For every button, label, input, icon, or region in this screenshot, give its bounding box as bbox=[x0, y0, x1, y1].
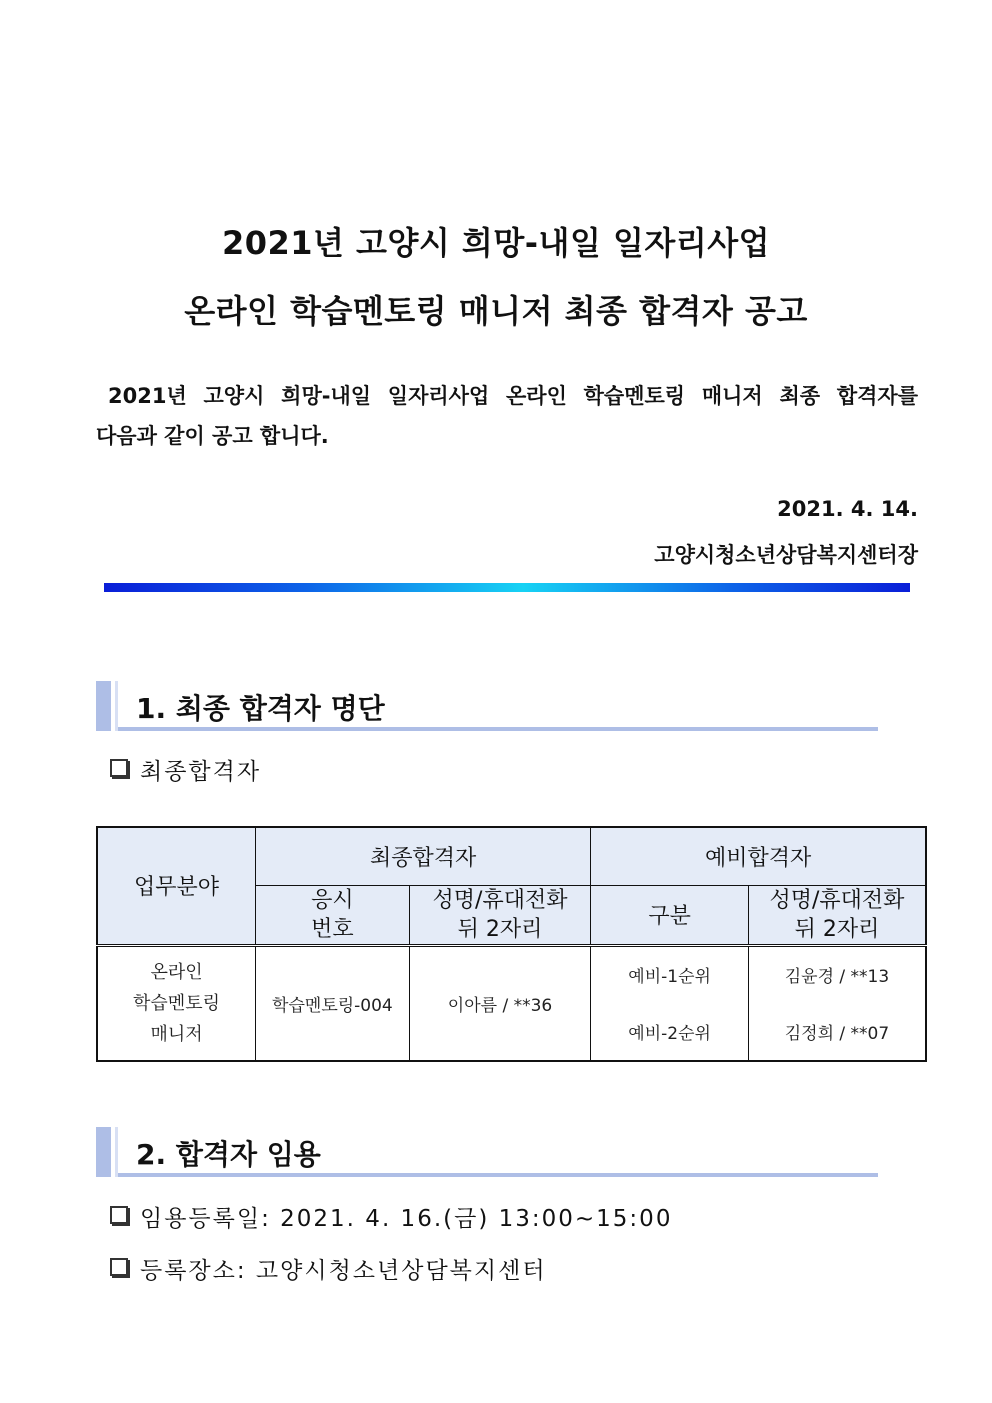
checkbox-bullet-icon bbox=[110, 1258, 128, 1276]
section-heading-1 bbox=[96, 681, 878, 731]
announcement-date: 2021. 4. 14. bbox=[777, 497, 918, 521]
header-exam-number: 응시 번호 bbox=[256, 885, 410, 945]
header-final: 최종합격자 bbox=[256, 827, 591, 885]
checkbox-bullet-icon bbox=[110, 1206, 128, 1224]
checkbox-bullet-icon bbox=[110, 759, 128, 777]
gradient-divider bbox=[104, 583, 910, 592]
bullet-final-passers bbox=[110, 753, 261, 786]
section-underline bbox=[118, 1173, 878, 1177]
cell-reserve-rank-1: 예비-1순위 bbox=[591, 945, 749, 1003]
section-heading-2 bbox=[96, 1127, 878, 1177]
header-name-phone-reserve: 성명/휴대전화 뒤 2자리 bbox=[748, 885, 926, 945]
bullet-registration-place bbox=[110, 1252, 547, 1285]
header-reserve: 예비합격자 bbox=[591, 827, 926, 885]
cell-reserve-rank-2: 예비-2순위 bbox=[591, 1003, 749, 1061]
section-marker bbox=[96, 1127, 111, 1177]
section-marker bbox=[96, 681, 111, 731]
cell-final-person: 이아름 / **36 bbox=[409, 945, 591, 1061]
issuing-organization: 고양시청소년상담복지센터장 bbox=[654, 543, 918, 567]
header-name-phone: 성명/휴대전화 뒤 2자리 bbox=[409, 885, 591, 945]
bullet-appointment-date bbox=[110, 1200, 672, 1233]
bullet-text: 등록장소: 고양시청소년상담복지센터 bbox=[140, 1258, 547, 1284]
cell-reserve-person-1: 김윤경 / **13 bbox=[748, 945, 926, 1003]
document-title-line2: 온라인 학습멘토링 매니저 최종 합격자 공고 bbox=[184, 292, 808, 330]
intro-line2: 다음과 같이 공고 합니다. bbox=[96, 424, 329, 448]
intro-paragraph bbox=[96, 376, 918, 456]
section-title: 2. 합격자 임용 bbox=[136, 1138, 321, 1171]
document-title-line1: 2021년 고양시 희망-내일 일자리사업 bbox=[221, 224, 771, 262]
section-underline bbox=[118, 727, 878, 731]
header-field: 업무분야 bbox=[97, 827, 256, 945]
cell-reserve-person-2: 김정희 / **07 bbox=[748, 1003, 926, 1061]
results-table bbox=[96, 826, 927, 1062]
cell-exam-number: 학습멘토링-004 bbox=[256, 945, 410, 1061]
bullet-text: 임용등록일: 2021. 4. 16.(금) 13:00~15:00 bbox=[140, 1206, 673, 1232]
intro-line1: 2021년 고양시 희망-내일 일자리사업 온라인 학습멘토링 매니저 최종 합격자를 bbox=[108, 384, 918, 408]
header-rank: 구분 bbox=[591, 885, 749, 945]
section-marker-thin bbox=[115, 681, 118, 731]
cell-field: 온라인 학습멘토링 매니저 bbox=[97, 945, 256, 1061]
bullet-text: 최종합격자 bbox=[140, 759, 262, 785]
section-marker-thin bbox=[115, 1127, 118, 1177]
section-title: 1. 최종 합격자 명단 bbox=[136, 692, 385, 725]
